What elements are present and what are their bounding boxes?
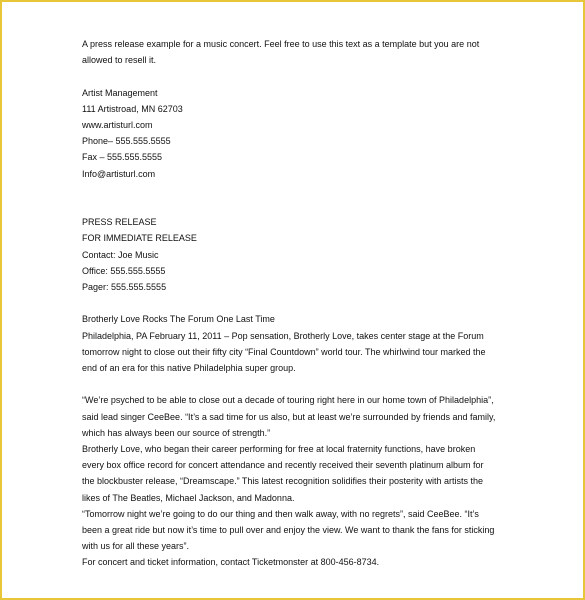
intro-line: allowed to resell it. — [82, 55, 157, 66]
body-text — [82, 392, 534, 570]
sender-email: Info@artisturl.com — [82, 168, 156, 179]
sender-name: Artist Management — [82, 87, 158, 98]
spacer — [82, 376, 534, 392]
lead-paragraph — [82, 328, 534, 377]
body-line: said lead singer CeeBee. “It’s a sad time for us also, but at least we’re surrounded by friends and family, — [82, 411, 496, 422]
spacer — [82, 295, 534, 311]
body-line: which has always been our source of strength.” — [82, 427, 271, 438]
body-line: “Tomorrow night we’re going to do our thing and then walk away, with no regrets”, said CeeBee. “It’s — [82, 508, 479, 519]
spacer — [82, 182, 534, 198]
contact-pager: Pager: 555.555.5555 — [82, 282, 167, 292]
body-line: “We’re psyched to be able to close out a decade of touring right here in our home town of Philadelphia”, — [82, 395, 494, 406]
body-line: with us for all these years”. — [82, 541, 190, 552]
sender-fax: Fax – 555.555.5555 — [82, 152, 163, 163]
intro-line: A press release example for a music concert. Feel free to use this text as a template but you are not — [82, 39, 480, 49]
release-title: PRESS RELEASE — [82, 217, 157, 228]
release-header — [82, 214, 534, 295]
intro-note — [82, 36, 534, 68]
spacer — [82, 68, 534, 84]
sender-block — [82, 85, 534, 182]
spacer — [82, 198, 534, 214]
lead-line: tomorrow night to close out their fifty city “Final Countdown” world tour. The whirlwind tour marked the — [82, 346, 486, 357]
sender-phone: Phone– 555.555.5555 — [82, 136, 171, 147]
ticket-info-line: For concert and ticket information, contact Ticketmonster at 800-456-8734. — [82, 557, 380, 568]
sender-address: 111 Artistroad, MN 62703 — [82, 103, 183, 114]
sender-website: www.artisturl.com — [82, 120, 153, 130]
body-line: been a great ride but now it’s time to pull over and enjoy the view. We want to thank the fans for sticking — [82, 525, 495, 536]
body-line: Brotherly Love, who began their career performing for free at local fraternity functions, have broken — [82, 444, 476, 454]
body-line: likes of The Beatles, Michael Jackson, and Madonna. — [82, 492, 295, 503]
contact-name: Contact: Joe Music — [82, 249, 159, 260]
body-line: the blockbuster release, “Dreamscape.” This latest recognition solidifies their posterity with artists the — [82, 476, 484, 487]
body-line: every box office record for concert attendance and recently received their seventh platinum album for — [82, 460, 484, 471]
lead-line: Philadelphia, PA February 11, 2011 – Pop sensation, Brotherly Love, takes center stage at the Forum — [82, 330, 484, 341]
contact-office: Office: 555.555.5555 — [82, 265, 166, 276]
press-release-document — [82, 36, 534, 571]
lead-line: end of an era for this native Philadelphia super group. — [82, 363, 296, 373]
release-timing: FOR IMMEDIATE RELEASE — [82, 233, 197, 244]
headline: Brotherly Love Rocks The Forum One Last Time — [82, 314, 275, 325]
